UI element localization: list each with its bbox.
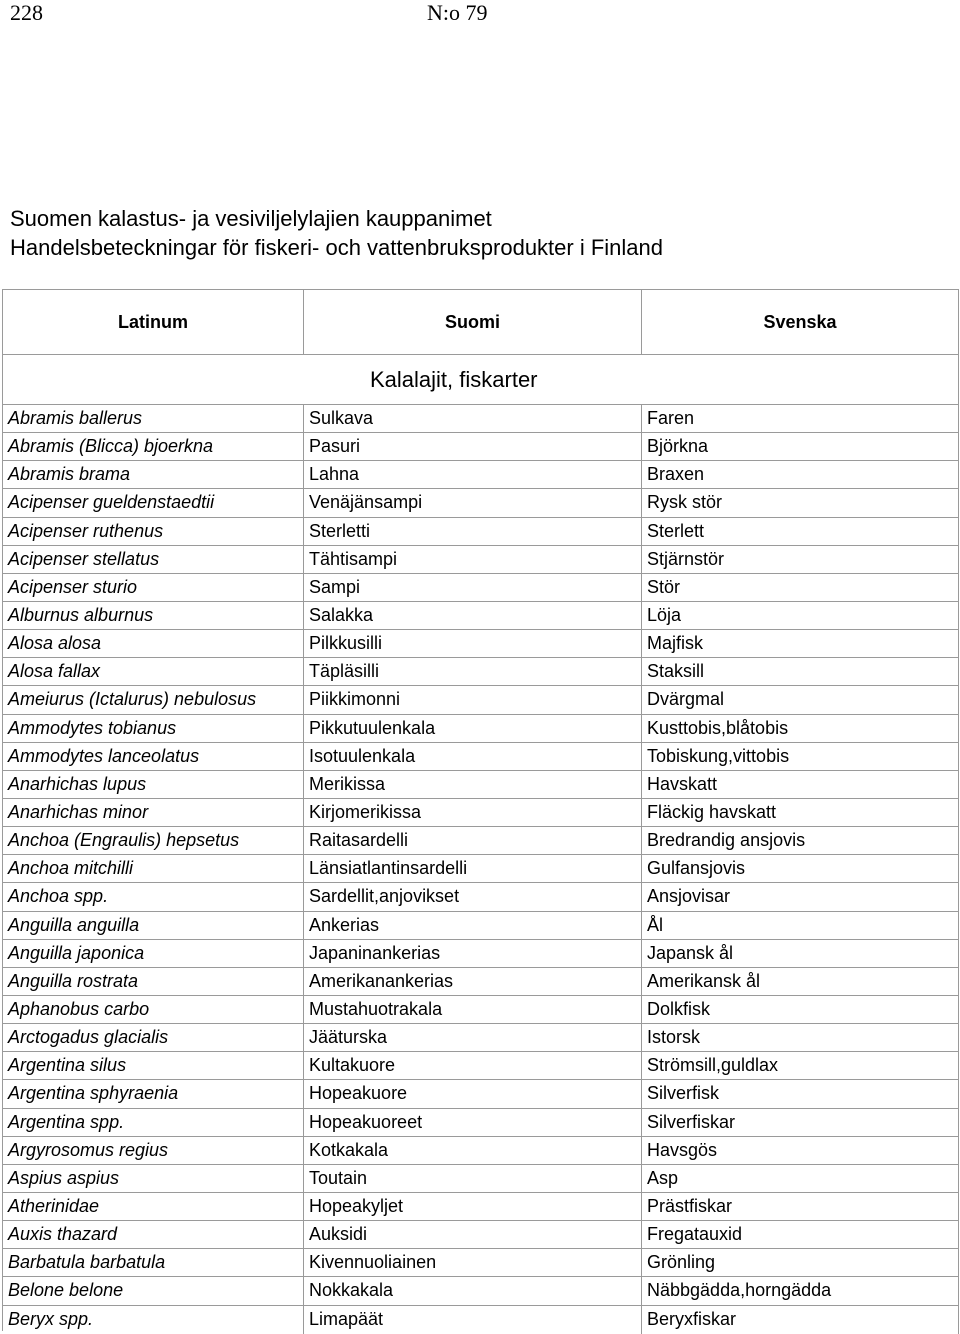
latin-name-cell: Anarhichas lupus	[3, 771, 304, 798]
finnish-name-cell: Salakka	[304, 602, 642, 629]
table-row	[3, 574, 959, 602]
table-row	[3, 715, 959, 743]
swedish-name-cell: Prästfiskar	[642, 1193, 959, 1220]
finnish-name-cell: Pasuri	[304, 433, 642, 460]
latin-name-cell: Beryx spp.	[3, 1306, 304, 1334]
table-row	[3, 799, 959, 827]
swedish-name-cell: Silverfiskar	[642, 1109, 959, 1136]
finnish-name-cell: Raitasardelli	[304, 827, 642, 854]
table-row	[3, 1165, 959, 1193]
finnish-name-cell: Sterletti	[304, 518, 642, 545]
swedish-name-cell: Stjärnstör	[642, 546, 959, 573]
finnish-name-cell: Sardellit,anjovikset	[304, 883, 642, 910]
table-row	[3, 518, 959, 546]
finnish-name-cell: Kotkakala	[304, 1137, 642, 1164]
title-finnish: Suomen kalastus- ja vesiviljelylajien kauppanimet	[10, 206, 492, 231]
swedish-name-cell: Stör	[642, 574, 959, 601]
table-row	[3, 771, 959, 799]
swedish-name-cell: Ål	[642, 912, 959, 939]
finnish-name-cell: Täpläsilli	[304, 658, 642, 685]
latin-name-cell: Alburnus alburnus	[3, 602, 304, 629]
table-row	[3, 1193, 959, 1221]
table-row	[3, 827, 959, 855]
latin-name-cell: Argentina silus	[3, 1052, 304, 1079]
finnish-name-cell: Kultakuore	[304, 1052, 642, 1079]
swedish-name-cell: Amerikansk ål	[642, 968, 959, 995]
finnish-name-cell: Tähtisampi	[304, 546, 642, 573]
finnish-name-cell: Kirjomerikissa	[304, 799, 642, 826]
table-row	[3, 405, 959, 433]
finnish-name-cell: Sulkava	[304, 405, 642, 432]
finnish-name-cell: Hopeakuore	[304, 1080, 642, 1107]
swedish-name-cell: Grönling	[642, 1249, 959, 1276]
latin-name-cell: Anchoa spp.	[3, 883, 304, 910]
swedish-name-cell: Braxen	[642, 461, 959, 488]
table-row	[3, 968, 959, 996]
table-row	[3, 1306, 959, 1334]
table-row	[3, 1277, 959, 1305]
latin-name-cell: Argentina sphyraenia	[3, 1080, 304, 1107]
table-header-row	[3, 290, 959, 355]
table-row	[3, 1249, 959, 1277]
document-title	[10, 204, 663, 262]
swedish-name-cell: Fregatauxid	[642, 1221, 959, 1248]
latin-name-cell: Barbatula barbatula	[3, 1249, 304, 1276]
swedish-name-cell: Gulfansjovis	[642, 855, 959, 882]
latin-name-cell: Alosa alosa	[3, 630, 304, 657]
column-header-finnish: Suomi	[304, 290, 642, 354]
table-row	[3, 940, 959, 968]
swedish-name-cell: Asp	[642, 1165, 959, 1192]
table-row	[3, 461, 959, 489]
latin-name-cell: Abramis brama	[3, 461, 304, 488]
swedish-name-cell: Staksill	[642, 658, 959, 685]
finnish-name-cell: Pikkutuulenkala	[304, 715, 642, 742]
latin-name-cell: Anchoa mitchilli	[3, 855, 304, 882]
swedish-name-cell: Tobiskung,vittobis	[642, 743, 959, 770]
swedish-name-cell: Sterlett	[642, 518, 959, 545]
swedish-name-cell: Bredrandig ansjovis	[642, 827, 959, 854]
swedish-name-cell: Strömsill,guldlax	[642, 1052, 959, 1079]
table-row	[3, 1221, 959, 1249]
finnish-name-cell: Limapäät	[304, 1306, 642, 1334]
finnish-name-cell: Japaninankerias	[304, 940, 642, 967]
table-row	[3, 1080, 959, 1108]
page-header	[0, 0, 960, 30]
finnish-name-cell: Hopeakuoreet	[304, 1109, 642, 1136]
table-row	[3, 883, 959, 911]
finnish-name-cell: Toutain	[304, 1165, 642, 1192]
finnish-name-cell: Kivennuoliainen	[304, 1249, 642, 1276]
finnish-name-cell: Länsiatlantinsardelli	[304, 855, 642, 882]
swedish-name-cell: Beryxfiskar	[642, 1306, 959, 1334]
latin-name-cell: Abramis ballerus	[3, 405, 304, 432]
finnish-name-cell: Nokkakala	[304, 1277, 642, 1304]
page-number: 228	[10, 0, 43, 25]
finnish-name-cell: Hopeakyljet	[304, 1193, 642, 1220]
swedish-name-cell: Japansk ål	[642, 940, 959, 967]
swedish-name-cell: Havskatt	[642, 771, 959, 798]
table-row	[3, 630, 959, 658]
latin-name-cell: Anguilla japonica	[3, 940, 304, 967]
swedish-name-cell: Silverfisk	[642, 1080, 959, 1107]
latin-name-cell: Ammodytes tobianus	[3, 715, 304, 742]
finnish-name-cell: Merikissa	[304, 771, 642, 798]
table-row	[3, 1109, 959, 1137]
finnish-name-cell: Ankerias	[304, 912, 642, 939]
section-title: Kalalajit, fiskarter	[370, 367, 538, 392]
latin-name-cell: Acipenser stellatus	[3, 546, 304, 573]
table-row	[3, 433, 959, 461]
finnish-name-cell: Amerikanankerias	[304, 968, 642, 995]
swedish-name-cell: Näbbgädda,horngädda	[642, 1277, 959, 1304]
swedish-name-cell: Kusttobis,blåtobis	[642, 715, 959, 742]
table-row	[3, 686, 959, 714]
finnish-name-cell: Mustahuotrakala	[304, 996, 642, 1023]
latin-name-cell: Acipenser ruthenus	[3, 518, 304, 545]
swedish-name-cell: Faren	[642, 405, 959, 432]
swedish-name-cell: Löja	[642, 602, 959, 629]
table-row	[3, 743, 959, 771]
finnish-name-cell: Isotuulenkala	[304, 743, 642, 770]
table-row	[3, 546, 959, 574]
table-body	[3, 405, 959, 1334]
swedish-name-cell: Björkna	[642, 433, 959, 460]
table-row	[3, 1137, 959, 1165]
latin-name-cell: Auxis thazard	[3, 1221, 304, 1248]
latin-name-cell: Arctogadus glacialis	[3, 1024, 304, 1051]
swedish-name-cell: Istorsk	[642, 1024, 959, 1051]
swedish-name-cell: Dvärgmal	[642, 686, 959, 713]
latin-name-cell: Abramis (Blicca) bjoerkna	[3, 433, 304, 460]
latin-name-cell: Anchoa (Engraulis) hepsetus	[3, 827, 304, 854]
latin-name-cell: Aspius aspius	[3, 1165, 304, 1192]
latin-name-cell: Ammodytes lanceolatus	[3, 743, 304, 770]
latin-name-cell: Aphanobus carbo	[3, 996, 304, 1023]
species-table	[2, 289, 959, 1331]
table-row	[3, 912, 959, 940]
column-header-latin: Latinum	[3, 290, 304, 354]
table-row	[3, 1052, 959, 1080]
finnish-name-cell: Auksidi	[304, 1221, 642, 1248]
table-row	[3, 489, 959, 517]
latin-name-cell: Acipenser gueldenstaedtii	[3, 489, 304, 516]
finnish-name-cell: Sampi	[304, 574, 642, 601]
latin-name-cell: Belone belone	[3, 1277, 304, 1304]
section-row	[3, 355, 959, 405]
table-row	[3, 1024, 959, 1052]
latin-name-cell: Ameiurus (Ictalurus) nebulosus	[3, 686, 304, 713]
finnish-name-cell: Piikkimonni	[304, 686, 642, 713]
table-row	[3, 658, 959, 686]
latin-name-cell: Alosa fallax	[3, 658, 304, 685]
finnish-name-cell: Pilkkusilli	[304, 630, 642, 657]
finnish-name-cell: Jääturska	[304, 1024, 642, 1051]
swedish-name-cell: Dolkfisk	[642, 996, 959, 1023]
table-row	[3, 602, 959, 630]
swedish-name-cell: Fläckig havskatt	[642, 799, 959, 826]
latin-name-cell: Anarhichas minor	[3, 799, 304, 826]
finnish-name-cell: Venäjänsampi	[304, 489, 642, 516]
latin-name-cell: Acipenser sturio	[3, 574, 304, 601]
latin-name-cell: Argyrosomus regius	[3, 1137, 304, 1164]
latin-name-cell: Anguilla rostrata	[3, 968, 304, 995]
column-header-swedish: Svenska	[642, 290, 959, 354]
swedish-name-cell: Rysk stör	[642, 489, 959, 516]
title-swedish: Handelsbeteckningar för fiskeri- och vattenbruksprodukter i Finland	[10, 235, 663, 260]
latin-name-cell: Atherinidae	[3, 1193, 304, 1220]
table-row	[3, 996, 959, 1024]
finnish-name-cell: Lahna	[304, 461, 642, 488]
latin-name-cell: Argentina spp.	[3, 1109, 304, 1136]
issue-number: N:o 79	[427, 0, 488, 25]
swedish-name-cell: Majfisk	[642, 630, 959, 657]
latin-name-cell: Anguilla anguilla	[3, 912, 304, 939]
swedish-name-cell: Havsgös	[642, 1137, 959, 1164]
swedish-name-cell: Ansjovisar	[642, 883, 959, 910]
table-row	[3, 855, 959, 883]
